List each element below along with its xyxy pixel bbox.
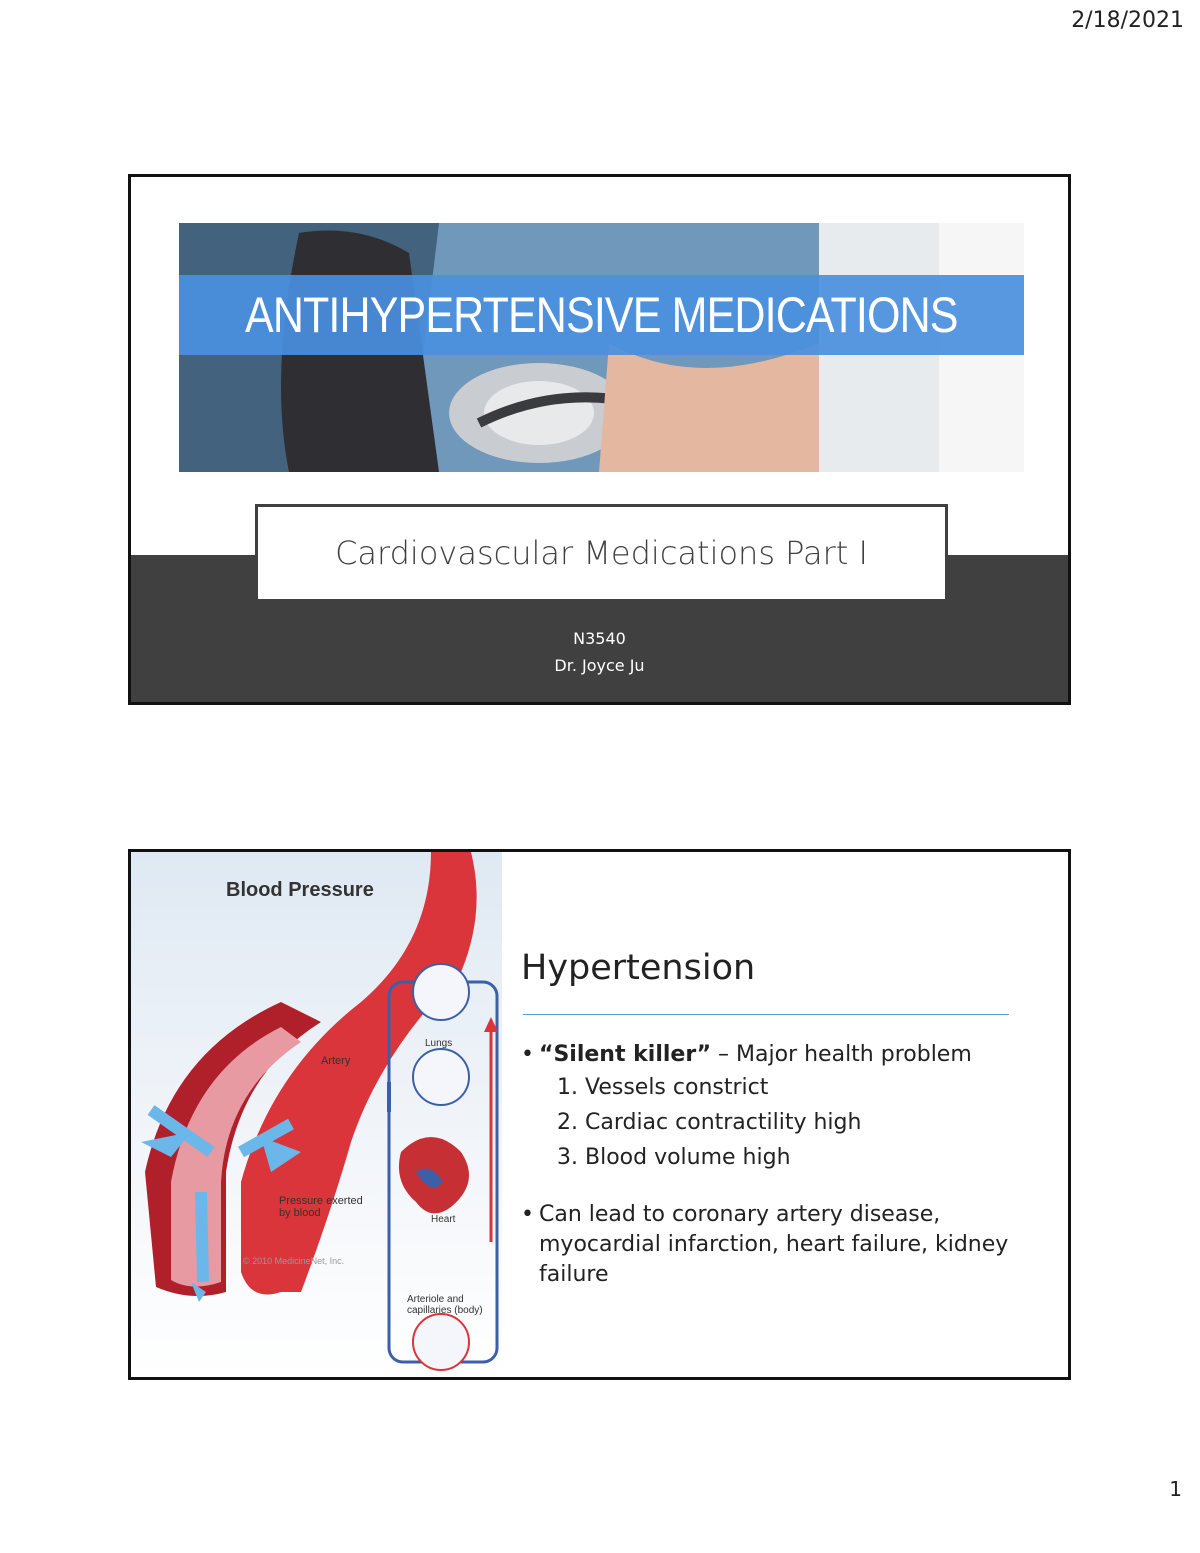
- course-code: N3540: [573, 629, 626, 648]
- capillary-bed-lungs: [413, 1049, 469, 1105]
- page-date: 2/18/2021: [1071, 8, 1184, 33]
- subtitle-box: [255, 504, 948, 602]
- slide-subtitle: Cardiovascular Medications Part I: [335, 534, 868, 572]
- heading-divider: [523, 1014, 1009, 1015]
- lungs-label: Lungs: [425, 1038, 453, 1049]
- page-number: 1: [1169, 1477, 1182, 1501]
- capillary-bed-body: [413, 1314, 469, 1370]
- bullet-icon: •: [521, 1042, 534, 1067]
- artery-label: Artery: [321, 1055, 351, 1067]
- bullet-rest: – Major health problem: [711, 1042, 972, 1067]
- bullet-icon: •: [521, 1202, 534, 1227]
- arteriole-label-line2: capillaries (body): [407, 1305, 483, 1316]
- instructor-name: Dr. Joyce Ju: [554, 656, 645, 675]
- bullet-text: Can lead to coronary artery disease, myocardial infarction, heart failure, kidney failure: [539, 1202, 1009, 1287]
- illustration-heading: Blood Pressure: [226, 879, 374, 901]
- slide-body: [521, 1040, 1021, 1290]
- capillary-bed-top: [413, 964, 469, 1020]
- slide-title: [128, 174, 1071, 705]
- bullet-text: [539, 1040, 972, 1070]
- arteriole-label-line1: Arteriole and: [407, 1294, 464, 1305]
- bullet-consequences: [521, 1200, 1021, 1290]
- pressure-arrow-down: [201, 1192, 203, 1282]
- list-item: 1. Vessels constrict: [557, 1075, 769, 1100]
- pressure-label-line1: Pressure exerted: [279, 1195, 363, 1207]
- heart-label: Heart: [431, 1214, 456, 1225]
- title-band: [179, 275, 1024, 355]
- slide-hypertension: [128, 849, 1071, 1380]
- course-info: [131, 625, 1068, 679]
- bullet-bold: “Silent killer”: [539, 1042, 712, 1067]
- blood-pressure-photo: [179, 223, 1024, 472]
- slide-title-text: ANTIHYPERTENSIVE MEDICATIONS: [245, 287, 958, 343]
- sub-list: [521, 1070, 1021, 1175]
- list-item: 3. Blood volume high: [557, 1145, 791, 1170]
- blood-pressure-illustration: [131, 852, 502, 1377]
- copyright-label: © 2010 MedicineNet, Inc.: [243, 1256, 345, 1266]
- list-item: 2. Cardiac contractility high: [557, 1110, 862, 1135]
- slide-heading: Hypertension: [521, 948, 756, 988]
- bullet-silent-killer: [521, 1040, 1021, 1070]
- pressure-label-line2: by blood: [279, 1207, 321, 1219]
